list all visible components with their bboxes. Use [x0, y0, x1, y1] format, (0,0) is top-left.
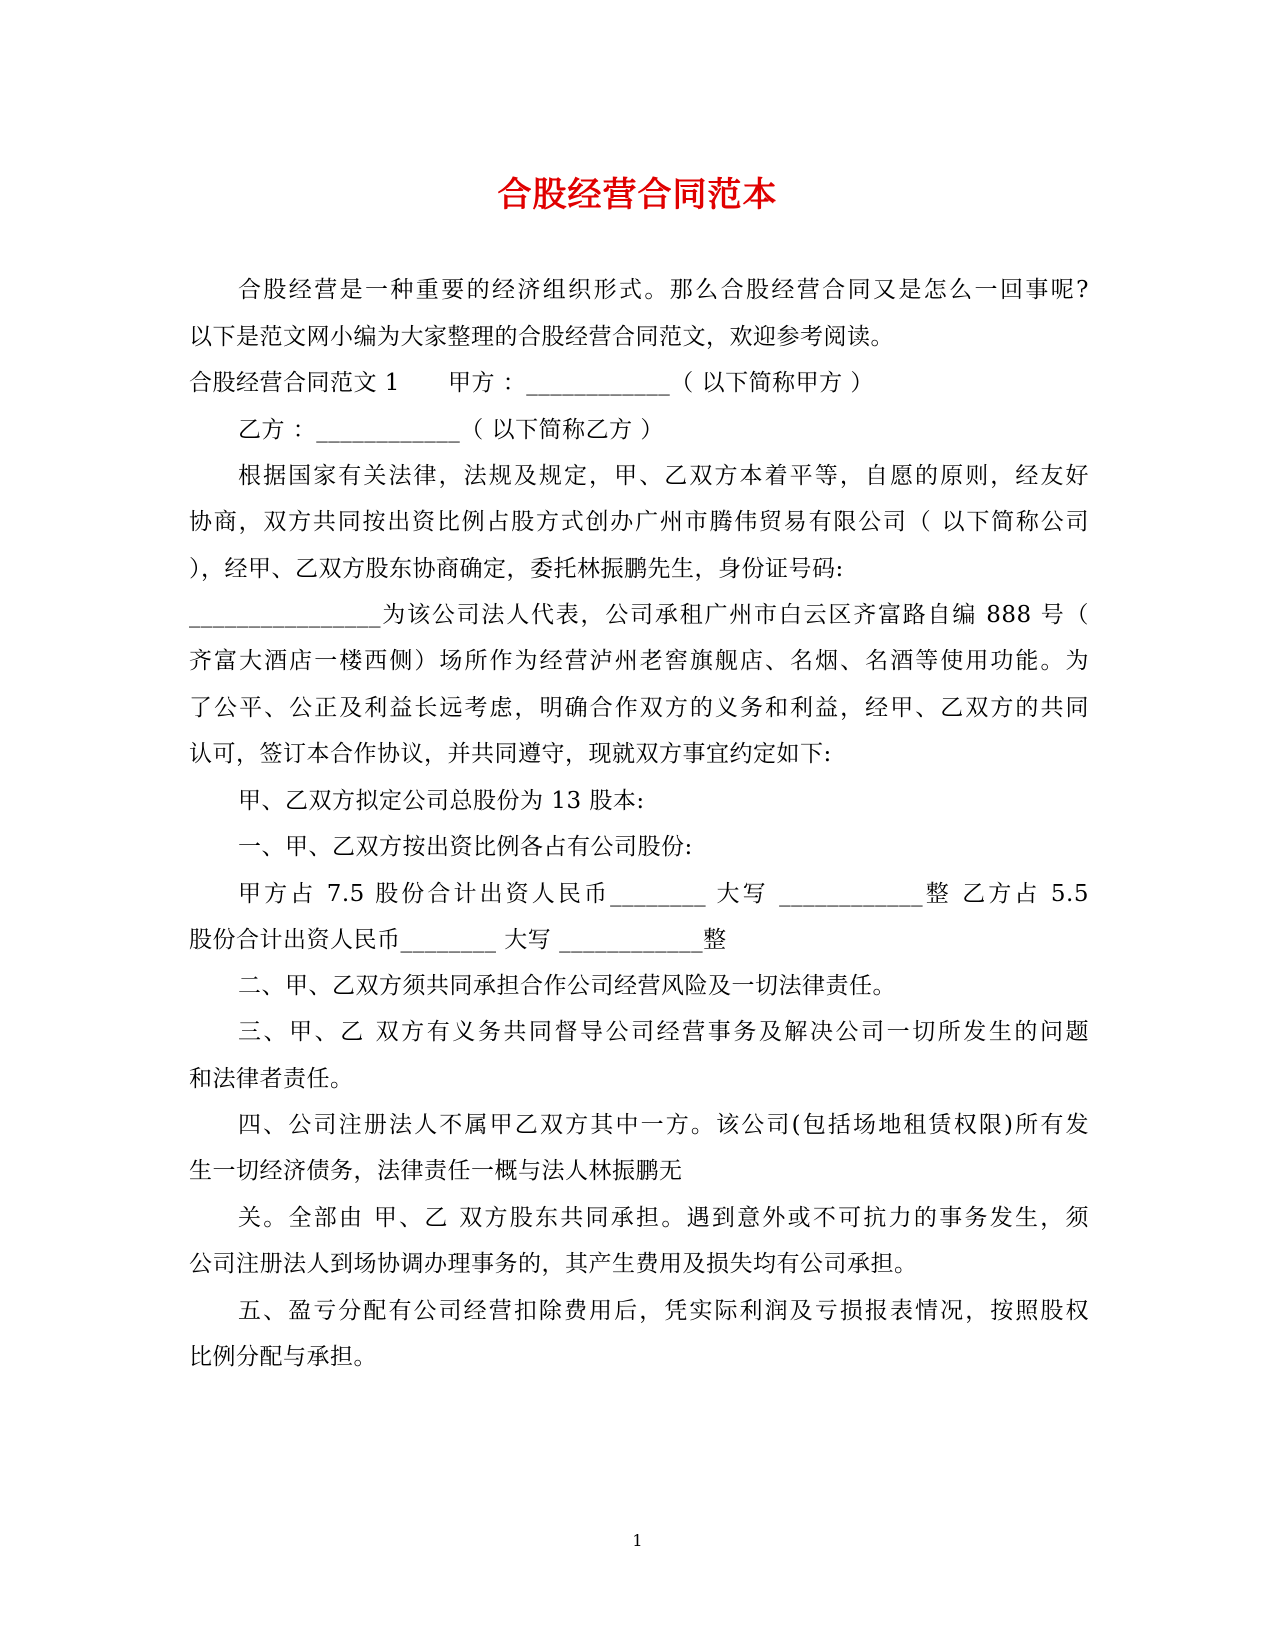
paragraph-line: 甲、乙双方拟定公司总股份为 13 股本:: [238, 788, 645, 814]
contract-heading-line: [189, 367, 1089, 399]
contract-subtitle: 合股经营合同范文 1: [189, 370, 400, 396]
paragraph-line: 股份合计出资人民币________ 大写 ____________整: [189, 927, 727, 953]
paragraph-line: 五、盈亏分配有公司经营扣除费用后，凭实际利润及亏损报表情况，按照股权: [238, 1298, 1089, 1324]
paragraph-line: 关。全部由 甲、乙 双方股东共同承担。遇到意外或不可抗力的事务发生，须: [238, 1205, 1089, 1231]
paragraph-line: 二、甲、乙双方须共同承担合作公司经营风险及一切法律责任。: [238, 973, 896, 999]
paragraph-line: 比例分配与承担。: [189, 1344, 377, 1370]
paragraph-line: 认可，签订本合作协议，并共同遵守，现就双方事宜约定如下:: [189, 741, 832, 767]
paragraph-line: 甲方占 7.5 股份合计出资人民币________ 大写 ____________整 乙方占 5.5: [238, 881, 1089, 907]
party-b-line: 乙方 ：____________（ 以下简称乙方 ）: [238, 417, 664, 443]
paragraph-line: 根据国家有关法律，法规及规定，甲、乙双方本着平等，自愿的原则，经友好: [238, 463, 1089, 489]
paragraph-line: ________________为该公司法人代表，公司承租广州市白云区齐富路自编 888 号（: [189, 602, 1089, 628]
paragraph-line: 四、公司注册法人不属甲乙双方其中一方。该公司(包括场地租赁权限)所有发: [238, 1112, 1089, 1138]
paragraph-line: 公司注册法人到场协调办理事务的，其产生费用及损失均有公司承担。: [189, 1251, 918, 1277]
paragraph-line: 三、甲、乙 双方有义务共同督导公司经营事务及解决公司一切所发生的问题: [238, 1019, 1089, 1045]
paragraph-line: 以下是范文网小编为大家整理的合股经营合同范文，欢迎参考阅读。: [189, 324, 894, 350]
paragraph-line: 和法律者责任。: [189, 1066, 354, 1092]
page-number: 1: [632, 1531, 643, 1550]
paragraph-line: 一、甲、乙双方按出资比例各占有公司股份:: [238, 834, 693, 860]
paragraph-line: 协商，双方共同按出资比例占股方式创办广州市腾伟贸易有限公司（ 以下简称公司: [189, 509, 1089, 535]
paragraph-line: 了公平、公正及利益长远考虑，明确合作双方的义务和利益，经甲、乙双方的共同: [189, 695, 1089, 721]
document-title: 合股经营合同范本: [497, 175, 778, 215]
paragraph-line: 合股经营是一种重要的经济组织形式。那么合股经营合同又是怎么一回事呢?: [238, 277, 1089, 303]
paragraph-line: 齐富大酒店一楼西侧）场所作为经营泸州老窖旗舰店、名烟、名酒等使用功能。为: [189, 648, 1089, 674]
party-a-line: 甲方 ：____________（ 以下简称甲方 ）: [447, 370, 874, 396]
paragraph-line: ），经甲、乙双方股东协商确定，委托林振鹏先生，身份证号码:: [189, 556, 844, 582]
paragraph-line: 生一切经济债务，法律责任一概与法人林振鹏无: [189, 1158, 683, 1184]
